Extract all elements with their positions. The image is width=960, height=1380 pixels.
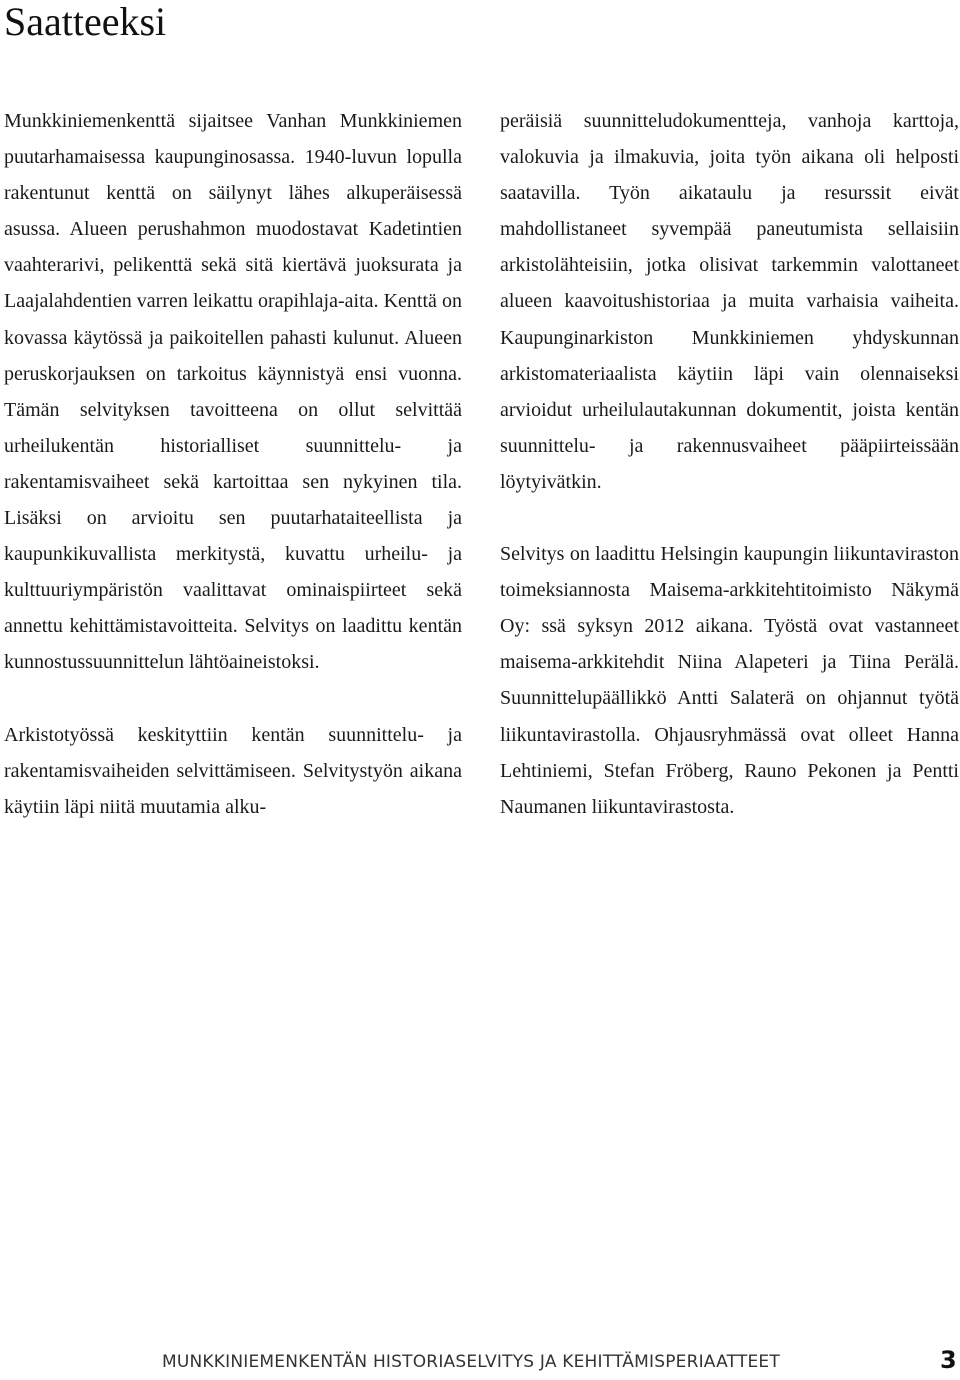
page-footer <box>0 1346 960 1380</box>
left-column <box>4 103 462 825</box>
page-title: Saatteeksi <box>4 0 167 44</box>
paragraph: Arkistotyössä keskityttiin kentän suunnittelu- ja rakentamisvaiheiden selvittämiseen. Selvitystyön aikana käytiin läpi niitä muutamia alku- <box>4 723 462 818</box>
right-column <box>500 103 959 825</box>
paragraph: Munkkiniemenkenttä sijaitsee Vanhan Munkkiniemen puutarhamaisessa kaupunginosassa. 1940-luvun lopulla rakentunut kenttä on säilynyt lähes alkuperäisessä asussa. Alueen perushahmon muodostavat Kadetintien vaahterarivi, pelikenttä sekä sitä kiertävä juoksurata ja Laajalahdentien varren leikattu orapihlaja-aita. Kenttä on kovassa käytössä ja paikoitellen pahasti kulunut. Alueen peruskorjauksen on tarkoitus käynnistyä ensi vuonna. Tämän selvityksen tavoitteena on ollut selvittää urheilukentän historialliset suunnittelu- ja rakentamisvaiheet sekä kartoittaa sen nykyinen tila. Lisäksi on arvioitu sen puutarhataiteellista ja kaupunkikuvallista merkitystä, kuvattu urheilu- ja kulttuuriympäristön vaalittavat ominaispiirteet sekä annettu kehittämistavoitteita. Selvitys on laadittu kentän kunnostussuunnittelun lähtöaineistoksi. <box>4 110 462 674</box>
running-title: MUNKKINIEMENKENTÄN HISTORIASELVITYS JA KEHITTÄMISPERIAATTEET <box>162 1352 780 1372</box>
paragraph: peräisiä suunnitteludokumentteja, vanhoja karttoja, valokuvia ja ilmakuvia, joita työn aikana oli helposti saatavilla. Työn aikataulu ja resurssit eivät mahdollistaneet syvempää paneutumista sellaisiin arkistolähteisiin, jotka olisivat tarkemmin valottaneet alueen kaavoitushistoriaa ja muita varhaisia vaiheita. Kaupunginarkiston Munkkiniemen yhdyskunnan arkistomateriaalista käytiin läpi vain olennaiseksi arvioidut urheilulautakunnan dokumentit, joista kentän suunnittelu- ja rakennusvaiheet pääpiirteissään löytyivätkin. <box>500 110 959 493</box>
page-number: 3 <box>940 1346 957 1374</box>
paragraph: Selvitys on laadittu Helsingin kaupungin liikuntaviraston toimeksiannosta Maisema-arkkitehtitoimisto Näkymä Oy: ssä syksyn 2012 aikana. Työstä ovat vastanneet maisema-arkkitehdit Niina Alapeteri ja Tiina Perälä. Suunnittelupäällikkö Antti Salaterä on ohjannut työtä liikuntavirastolla. Ohjausryhmässä ovat olleet Hanna Lehtiniemi, Stefan Fröberg, Rauno Pekonen ja Pentti Naumanen liikuntavirastosta. <box>500 543 959 818</box>
